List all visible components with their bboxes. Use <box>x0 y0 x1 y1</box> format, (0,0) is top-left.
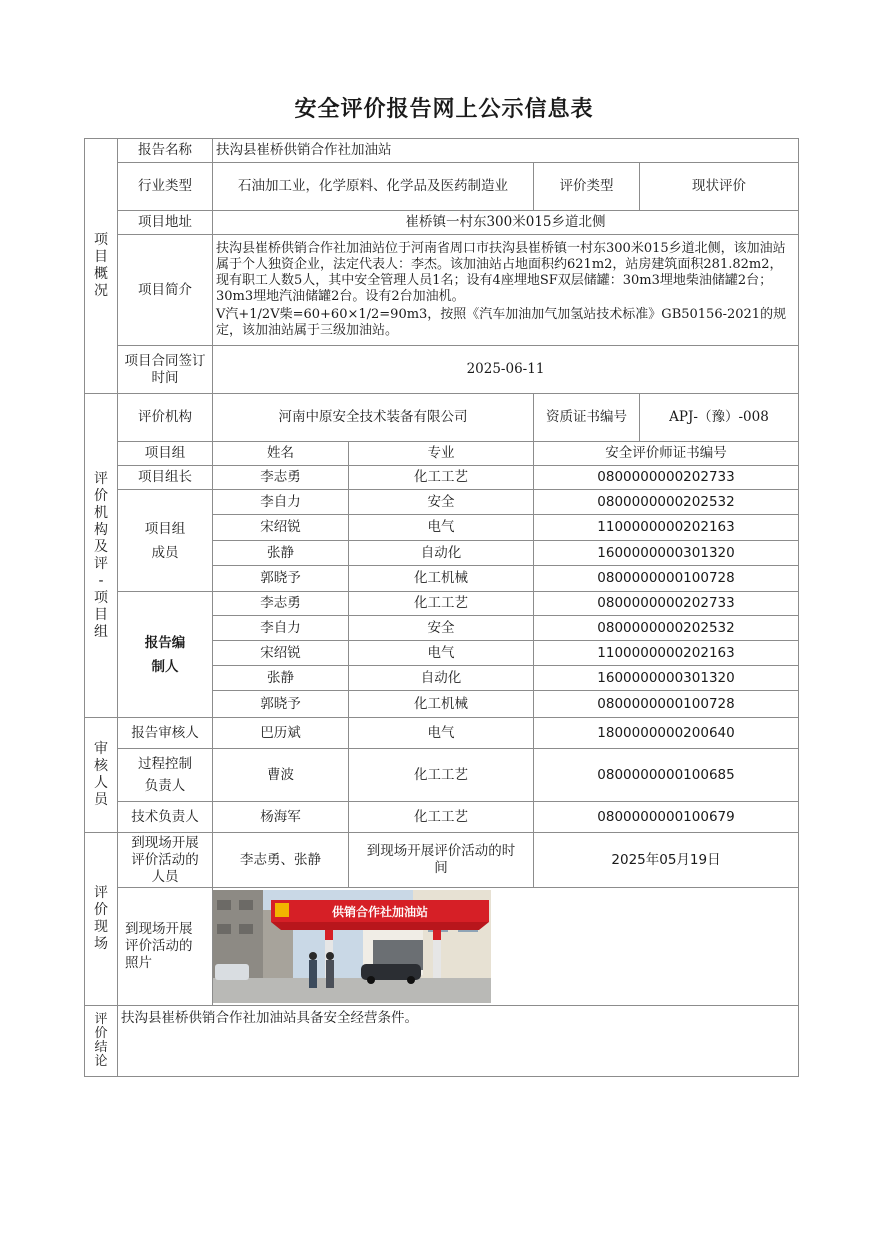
site-people: 李志勇、张静 <box>213 833 349 888</box>
review-major: 化工工艺 <box>349 802 534 833</box>
compiler-name: 郭晓予 <box>213 691 349 718</box>
header-group: 项目组 <box>118 442 213 466</box>
leader-label: 项目组长 <box>118 466 213 490</box>
review-major: 化工工艺 <box>349 749 534 802</box>
compiler-name: 李自力 <box>213 616 349 641</box>
leader-major: 化工工艺 <box>349 466 534 490</box>
intro-label: 项目简介 <box>118 235 213 346</box>
intro-value <box>213 235 799 346</box>
report-name-label: 报告名称 <box>118 139 213 163</box>
section-overview: 项 目 概 况 <box>85 139 118 394</box>
site-photo-cell <box>213 888 799 1006</box>
compiler-name: 李志勇 <box>213 592 349 616</box>
review-cert: 0800000000100685 <box>534 749 799 802</box>
compiler-cert: 1100000000202163 <box>534 641 799 666</box>
review-name: 杨海军 <box>213 802 349 833</box>
review-name: 曹波 <box>213 749 349 802</box>
contract-date: 2025-06-11 <box>213 346 799 394</box>
eval-type-value: 现状评价 <box>640 163 799 211</box>
org-label: 评价机构 <box>118 394 213 442</box>
review-role: 技术负责人 <box>118 802 213 833</box>
report-name: 扶沟县崔桥供销合作社加油站 <box>213 139 799 163</box>
industry-label: 行业类型 <box>118 163 213 211</box>
member-major: 安全 <box>349 490 534 515</box>
member-major: 化工机械 <box>349 566 534 592</box>
site-people-label: 到现场开展评价活动的人员 <box>118 833 213 888</box>
address-label: 项目地址 <box>118 211 213 235</box>
compiler-major: 化工工艺 <box>349 592 534 616</box>
member-cert: 1100000000202163 <box>534 515 799 541</box>
industry-value: 石油加工业，化学原料、化学品及医药制造业 <box>213 163 534 211</box>
member-cert: 1600000000301320 <box>534 541 799 566</box>
eval-type-label: 评价类型 <box>534 163 640 211</box>
compiler-cert: 0800000000202733 <box>534 592 799 616</box>
header-cert: 安全评价师证书编号 <box>534 442 799 466</box>
compiler-major: 自动化 <box>349 666 534 691</box>
members-label: 项目组成员 <box>118 490 213 592</box>
conclusion-text: 扶沟县崔桥供销合作社加油站具备安全经营条件。 <box>118 1006 799 1077</box>
sign-text: 供销合作社加油站 <box>331 905 429 919</box>
site-photo <box>213 890 491 1003</box>
leader-name: 李志勇 <box>213 466 349 490</box>
intro-paragraph-1: 扶沟县崔桥供销合作社加油站位于河南省周口市扶沟县崔桥镇一村东300米015乡道北侧，该加油站属于个人独资企业，法定代表人：李杰。该加油站占地面积约621m2，站房建筑面积281.82m2，现有职工人数5人，其中安全管理人员1名；设有4座埋地SF双层储罐：30m3埋地柴油储罐2台；30m3埋地汽油储罐2台。设有2台加油机。 <box>216 241 786 304</box>
leader-cert: 0800000000202733 <box>534 466 799 490</box>
compiler-major: 安全 <box>349 616 534 641</box>
section-review: 审 核 人 员 <box>85 718 118 833</box>
section-conclusion: 评 价 结 论 <box>85 1006 118 1077</box>
member-name: 郭晓予 <box>213 566 349 592</box>
review-cert: 0800000000100679 <box>534 802 799 833</box>
member-cert: 0800000000202532 <box>534 490 799 515</box>
review-role: 报告审核人 <box>118 718 213 749</box>
site-time-label: 到现场开展评价活动的时间 <box>349 833 534 888</box>
intro-paragraph-2: V汽+1/2V柴=60+60×1/2=90m3，按照《汽车加油加气加氢站技术标准》GB50156-2021的规定，该加油站属于三级加油站。 <box>216 307 787 338</box>
header-major: 专业 <box>349 442 534 466</box>
review-name: 巴历斌 <box>213 718 349 749</box>
cert-label: 资质证书编号 <box>534 394 640 442</box>
member-major: 自动化 <box>349 541 534 566</box>
review-role: 过程控制负责人 <box>118 749 213 802</box>
address-value: 崔桥镇一村东300米015乡道北侧 <box>213 211 799 235</box>
compiler-cert: 0800000000100728 <box>534 691 799 718</box>
review-cert: 1800000000200640 <box>534 718 799 749</box>
compilers-label: 报告编制人 <box>118 592 213 718</box>
site-photo-label: 到现场开展评价活动的照片 <box>118 888 213 1006</box>
review-major: 电气 <box>349 718 534 749</box>
compiler-name: 张静 <box>213 666 349 691</box>
org-value: 河南中原安全技术装备有限公司 <box>213 394 534 442</box>
info-table <box>84 138 799 1077</box>
compiler-name: 宋绍锐 <box>213 641 349 666</box>
compiler-major: 化工机械 <box>349 691 534 718</box>
contract-label: 项目合同签订时间 <box>118 346 213 394</box>
section-agency: 评 价 机 构 及 评 - 项 目 组 <box>85 394 118 718</box>
compiler-cert: 1600000000301320 <box>534 666 799 691</box>
member-cert: 0800000000100728 <box>534 566 799 592</box>
compiler-major: 电气 <box>349 641 534 666</box>
member-name: 张静 <box>213 541 349 566</box>
member-major: 电气 <box>349 515 534 541</box>
cert-value: APJ-（豫）-008 <box>640 394 799 442</box>
member-name: 宋绍锐 <box>213 515 349 541</box>
section-site: 评 价 现 场 <box>85 833 118 1006</box>
compiler-cert: 0800000000202532 <box>534 616 799 641</box>
page-title: 安全评价报告网上公示信息表 <box>294 97 594 122</box>
member-name: 李自力 <box>213 490 349 515</box>
site-time: 2025年05月19日 <box>534 833 799 888</box>
header-name: 姓名 <box>213 442 349 466</box>
